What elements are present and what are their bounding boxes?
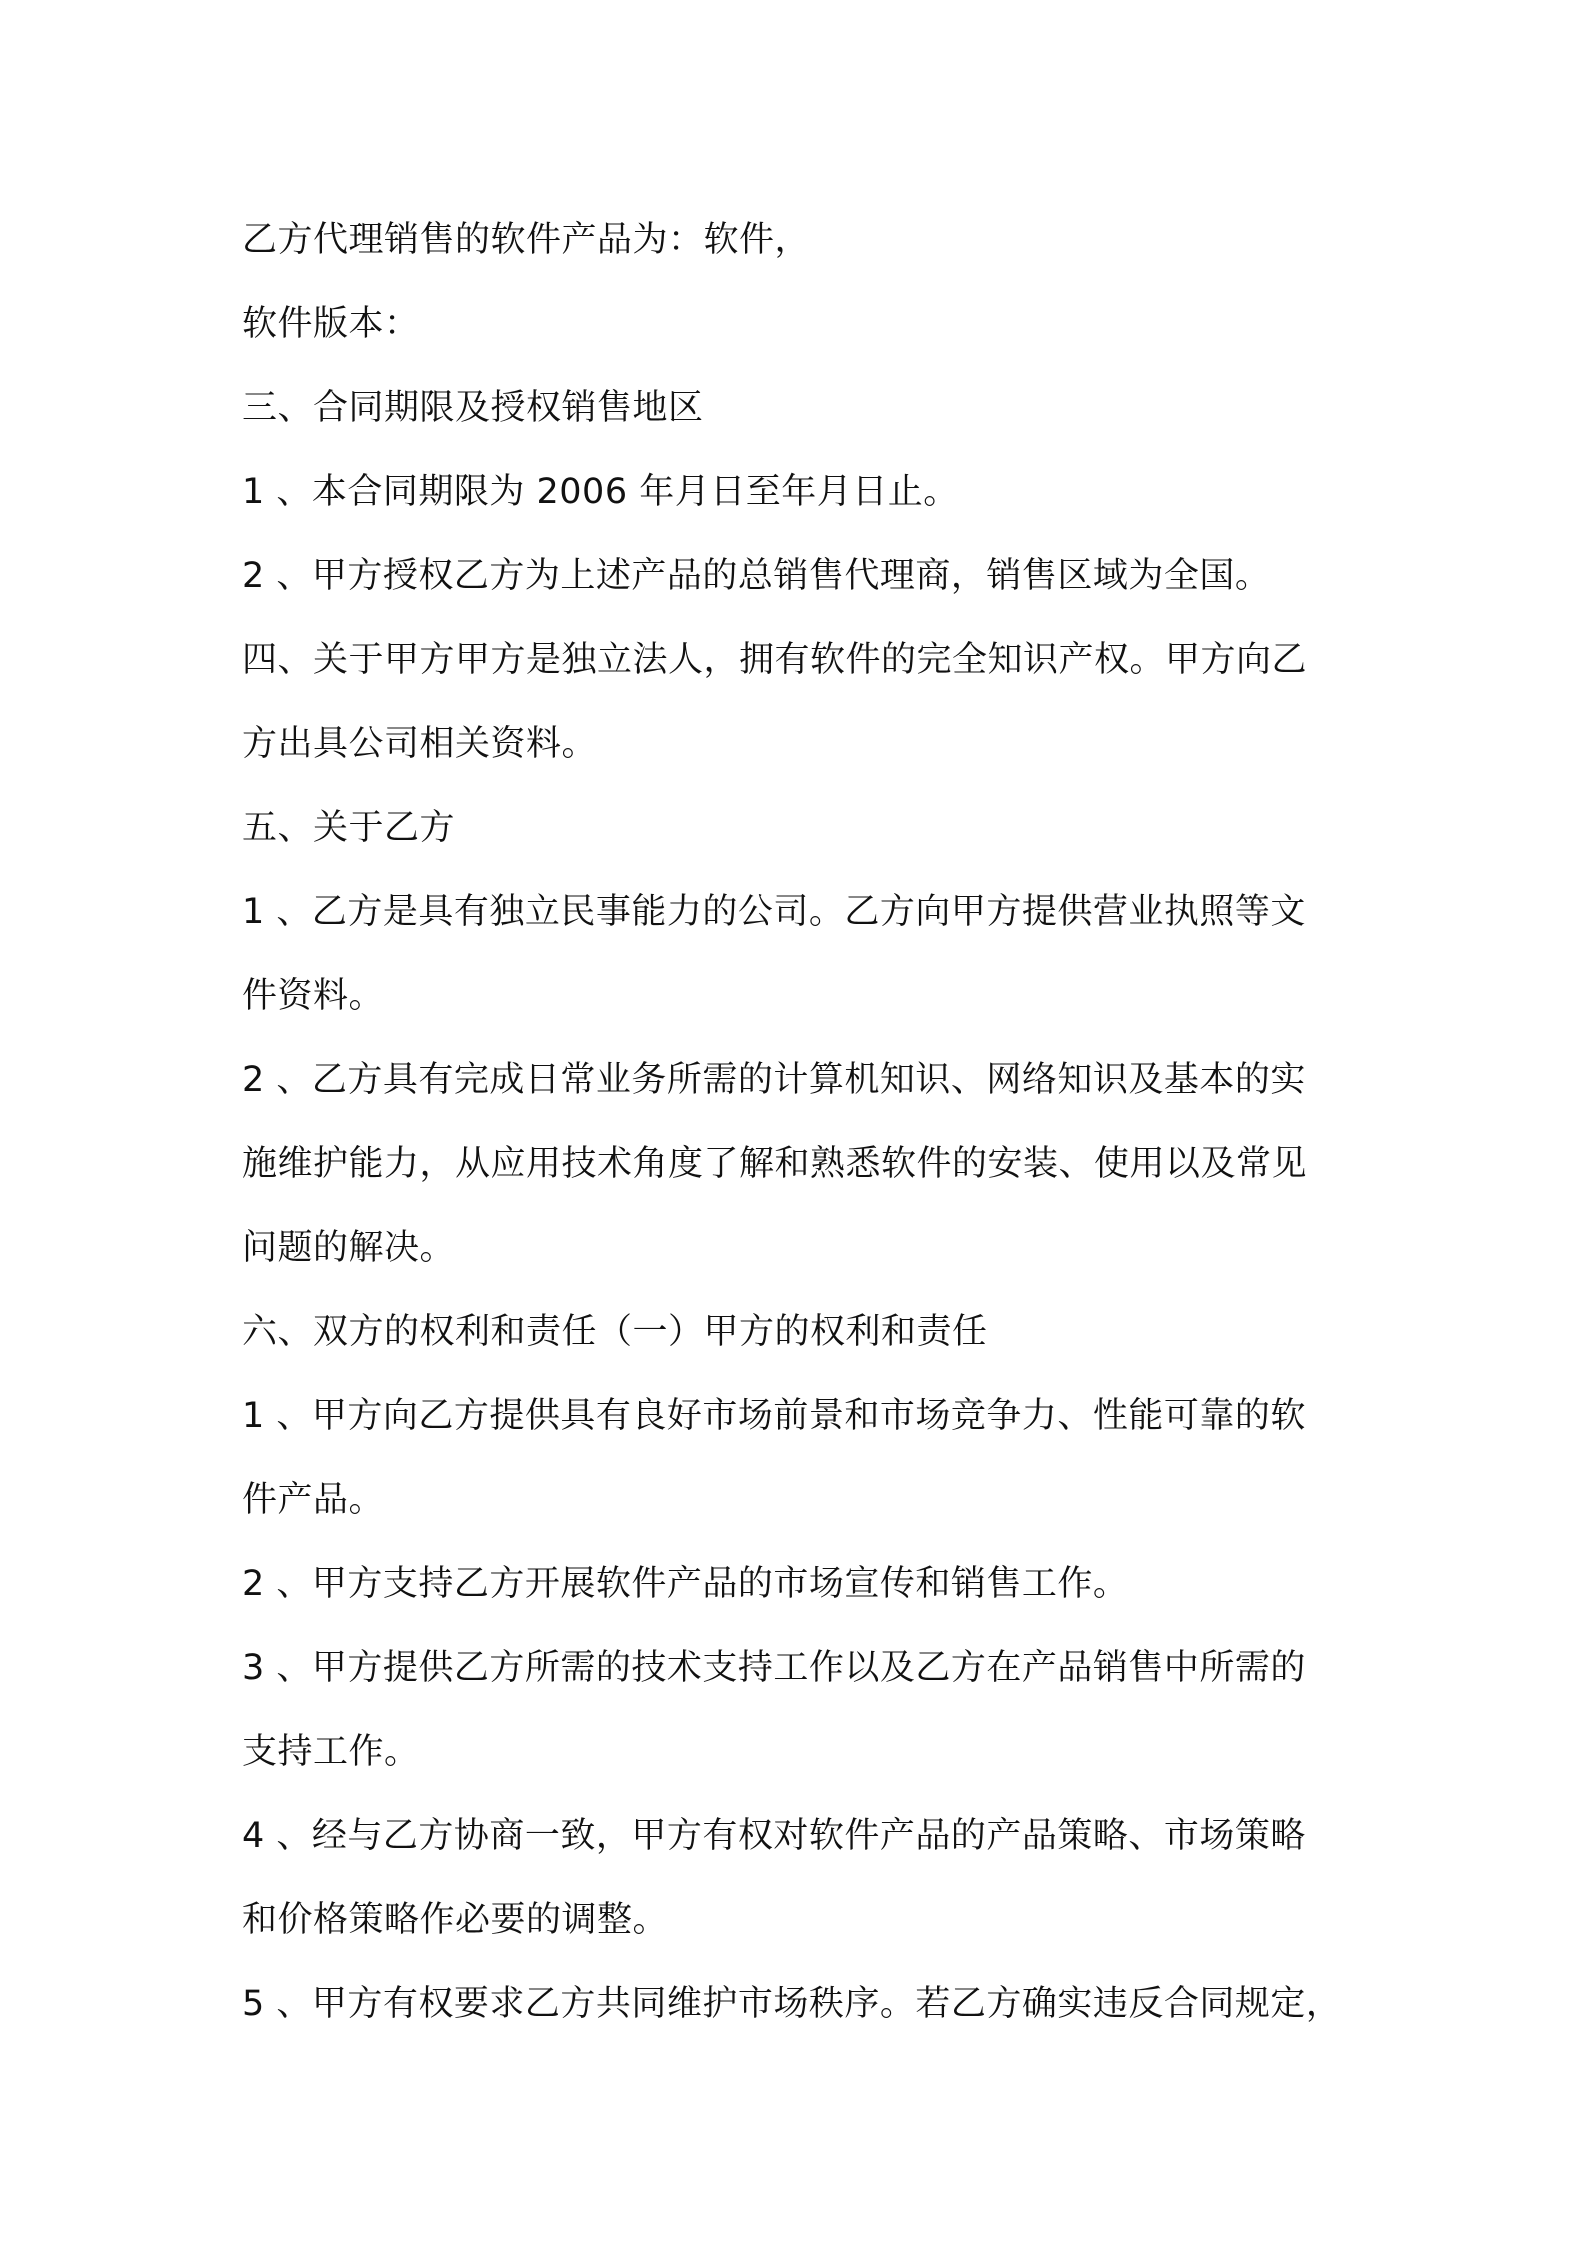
text-line: 5 、甲方有权要求乙方共同维护市场秩序。若乙方确实违反合同规定， bbox=[242, 1984, 1342, 2024]
text-line: 2 、乙方具有完成日常业务所需的计算机知识、网络知识及基本的实 bbox=[242, 1060, 1306, 1100]
text-line: 方出具公司相关资料。 bbox=[242, 724, 598, 764]
text-line: 1 、本合同期限为 2006 年月日至年月日止。 bbox=[242, 472, 959, 512]
text-line: 软件版本： bbox=[242, 304, 420, 344]
text-line: 乙方代理销售的软件产品为：软件， bbox=[242, 220, 811, 260]
text-line: 件产品。 bbox=[242, 1480, 385, 1520]
text-line: 3 、甲方提供乙方所需的技术支持工作以及乙方在产品销售中所需的 bbox=[242, 1648, 1306, 1688]
document-body bbox=[242, 198, 1362, 2046]
text-line: 2 、甲方授权乙方为上述产品的总销售代理商，销售区域为全国。 bbox=[242, 556, 1271, 596]
text-line: 问题的解决。 bbox=[242, 1228, 456, 1268]
section-heading: 三、合同期限及授权销售地区 bbox=[242, 388, 704, 428]
text-line: 1 、乙方是具有独立民事能力的公司。乙方向甲方提供营业执照等文 bbox=[242, 892, 1306, 932]
section-heading: 六、双方的权利和责任（一）甲方的权利和责任 bbox=[242, 1312, 988, 1352]
section-heading: 五、关于乙方 bbox=[242, 808, 456, 848]
text-line: 支持工作。 bbox=[242, 1732, 420, 1772]
text-line: 4 、经与乙方协商一致，甲方有权对软件产品的产品策略、市场策略 bbox=[242, 1816, 1306, 1856]
text-line: 和价格策略作必要的调整。 bbox=[242, 1900, 669, 1940]
text-line: 件资料。 bbox=[242, 976, 385, 1016]
section-heading: 四、关于甲方甲方是独立法人，拥有软件的完全知识产权。甲方向乙 bbox=[242, 640, 1308, 680]
text-line: 2 、甲方支持乙方开展软件产品的市场宣传和销售工作。 bbox=[242, 1564, 1129, 1604]
text-line: 1 、甲方向乙方提供具有良好市场前景和市场竞争力、性能可靠的软 bbox=[242, 1396, 1306, 1436]
text-line: 施维护能力，从应用技术角度了解和熟悉软件的安装、使用以及常见 bbox=[242, 1144, 1308, 1184]
